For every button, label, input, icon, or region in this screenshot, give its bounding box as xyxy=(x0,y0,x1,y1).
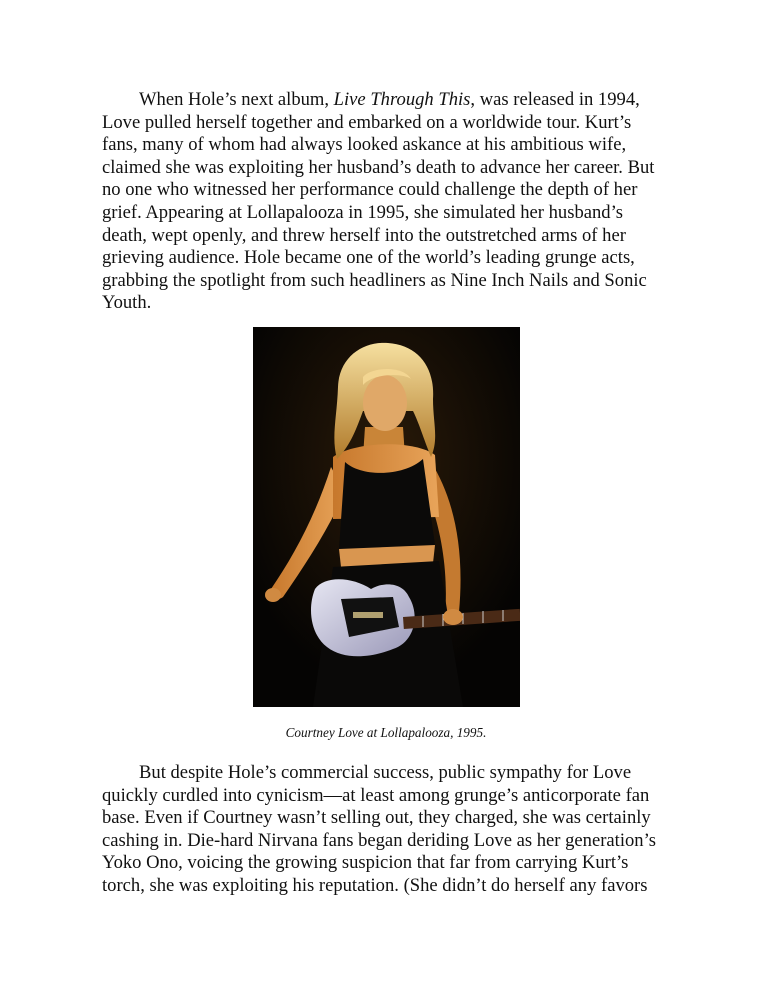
paragraph-line: Youth. xyxy=(102,292,152,314)
album-title: Live Through This xyxy=(333,89,471,110)
paragraph-line: Yoko Ono, voicing the growing suspicion that far from carrying Kurt’s xyxy=(102,852,629,874)
paragraph-line: torch, she was exploiting his reputation. (She didn’t do herself any favors xyxy=(102,874,648,896)
paragraph-line: grabbing the spotlight from such headliners as Nine Inch Nails and Sonic xyxy=(102,269,647,291)
performer-with-guitar-illustration xyxy=(253,327,520,707)
paragraph-line: But despite Hole’s commercial success, public sympathy for Love xyxy=(139,762,632,783)
paragraph-line: no one who witnessed her performance could challenge the depth of her xyxy=(102,179,638,201)
concert-photo xyxy=(253,327,520,707)
photo-caption: Courtney Love at Lollapalooza, 1995. xyxy=(285,725,487,740)
paragraph-line: base. Even if Courtney wasn’t selling out, they charged, she was certainly xyxy=(102,807,651,829)
paragraph-line: grief. Appearing at Lollapalooza in 1995, she simulated her husband’s xyxy=(102,201,624,223)
paragraph-line: fans, many of whom had always looked askance at his ambitious wife, xyxy=(102,134,627,156)
paragraph-line: cashing in. Die-hard Nirvana fans began deriding Love as her generation’s xyxy=(102,829,656,851)
text-run: , was released in 1994, xyxy=(470,89,640,110)
paragraph-line: Love pulled herself together and embarked on a worldwide tour. Kurt’s xyxy=(102,111,632,133)
body-paragraph-1 xyxy=(102,89,682,315)
text-run: When Hole’s next album, xyxy=(139,89,334,110)
paragraph-line: claimed she was exploiting her husband’s death to advance her career. But xyxy=(102,156,655,178)
paragraph-line xyxy=(102,89,682,112)
paragraph-line: quickly curdled into cynicism—at least among grunge’s anticorporate fan xyxy=(102,784,650,806)
paragraph-line: death, wept openly, and threw herself into the outstretched arms of her xyxy=(102,224,626,246)
body-paragraph-2 xyxy=(102,762,682,898)
paragraph-line: grieving audience. Hole became one of the world’s leading grunge acts, xyxy=(102,247,635,269)
